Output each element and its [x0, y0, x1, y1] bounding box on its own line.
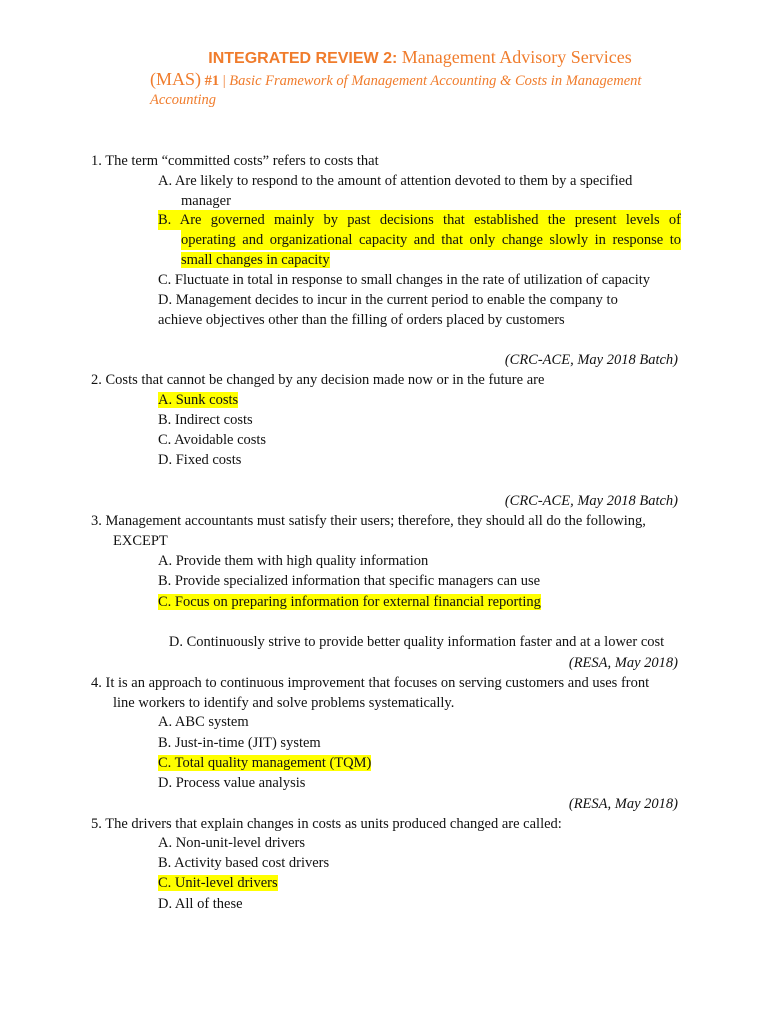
question-1-text: 1. The term “committed costs” refers to costs that: [91, 153, 379, 169]
question-2-source: (CRC-ACE, May 2018 Batch): [504, 493, 678, 509]
question-1-option-a: [158, 171, 681, 211]
option-text: D. Fixed costs: [158, 452, 242, 468]
option-text: A. Non-unit-level drivers: [158, 835, 305, 851]
question-4-option-c-answer: [158, 753, 681, 773]
option-text: D. Management decides to incur in the current period to enable the company to: [158, 292, 618, 308]
subtitle-separator: |: [222, 73, 226, 89]
question-3-option-a: [158, 551, 681, 571]
option-text: B. Just-in-time (JIT) system: [158, 735, 321, 751]
document-title: [150, 46, 690, 70]
question-3-option-b: [158, 571, 681, 591]
option-text-continued: small changes in capacity: [181, 252, 330, 268]
option-text: C. Avoidable costs: [158, 432, 267, 448]
question-2-option-a-answer: [158, 390, 681, 410]
option-text: C. Fluctuate in total in response to small changes in the rate of utilization of capacity: [158, 272, 651, 288]
question-1-stem: [91, 151, 681, 171]
option-text: D. Continuously strive to provide better quality information faster and at a lower cost: [165, 634, 665, 650]
option-text: D. Process value analysis: [158, 775, 306, 791]
title-bold: INTEGRATED REVIEW 2:: [208, 50, 398, 67]
option-text: C. Total quality management (TQM): [158, 755, 372, 771]
title-rest: Management Advisory Services: [401, 47, 632, 67]
option-text: B. Provide specialized information that specific managers can use: [158, 573, 541, 589]
option-text: A. Sunk costs: [158, 392, 239, 408]
option-text-continued: operating and organizational capacity and that only change slowly in response to: [181, 232, 681, 248]
subtitle-number: #1: [204, 73, 220, 89]
option-text: B. Are governed mainly by past decisions that established the present levels of: [158, 212, 681, 228]
question-3-text-continued: EXCEPT: [113, 533, 168, 549]
question-4-option-b: [158, 733, 681, 753]
question-5-stem: [91, 814, 681, 834]
subtitle-topic: Basic Framework of Management Accounting & Costs in Management Accounting: [150, 73, 642, 108]
question-3-source: (RESA, May 2018): [568, 655, 678, 671]
question-4-text-continued: line workers to identify and solve problems systematically.: [113, 695, 455, 711]
question-1-option-d: [158, 290, 681, 330]
question-3-stem: [91, 511, 681, 551]
question-3-option-d: [158, 612, 681, 652]
option-text-continued: manager: [181, 193, 231, 209]
question-2-option-d: [158, 450, 681, 470]
option-text: A. Provide them with high quality information: [158, 553, 429, 569]
question-4-option-d: [158, 773, 681, 793]
document-header: [150, 46, 690, 110]
question-5-option-c-answer: [158, 873, 681, 893]
question-5-text: 5. The drivers that explain changes in costs as units produced changed are called:: [91, 816, 562, 832]
question-1-option-c: [158, 270, 681, 290]
question-4-option-a: [158, 712, 681, 732]
option-text: D. All of these: [158, 896, 243, 912]
question-3-option-c-answer: [158, 592, 681, 612]
question-2-option-c: [158, 430, 681, 450]
document-subtitle: [150, 70, 690, 110]
question-2-text: 2. Costs that cannot be changed by any decision made now or in the future are: [91, 372, 545, 388]
question-5-option-b: [158, 853, 681, 873]
option-text: B. Indirect costs: [158, 412, 253, 428]
question-1-option-b-answer: [158, 210, 681, 270]
question-2-option-b: [158, 410, 681, 430]
option-text: A. ABC system: [158, 714, 249, 730]
subtitle-mas: (MAS): [150, 69, 202, 89]
option-text-continued: achieve objectives other than the filling of orders placed by customers: [158, 312, 565, 328]
question-4-stem: [91, 673, 681, 713]
question-5-option-a: [158, 833, 681, 853]
question-4-source: (RESA, May 2018): [568, 796, 678, 812]
option-text: A. Are likely to respond to the amount of attention devoted to them by a specified: [158, 173, 633, 189]
question-3-text: 3. Management accountants must satisfy their users; therefore, they should all do the following,: [91, 513, 646, 529]
question-4-text: 4. It is an approach to continuous improvement that focuses on serving customers and uses front: [91, 675, 650, 691]
question-2-stem: [91, 370, 681, 390]
option-text: C. Unit-level drivers: [158, 875, 278, 891]
question-1-source: (CRC-ACE, May 2018 Batch): [504, 352, 678, 368]
option-text: C. Focus on preparing information for external financial reporting: [158, 594, 541, 610]
option-text: B. Activity based cost drivers: [158, 855, 330, 871]
question-5-option-d: [158, 894, 681, 914]
